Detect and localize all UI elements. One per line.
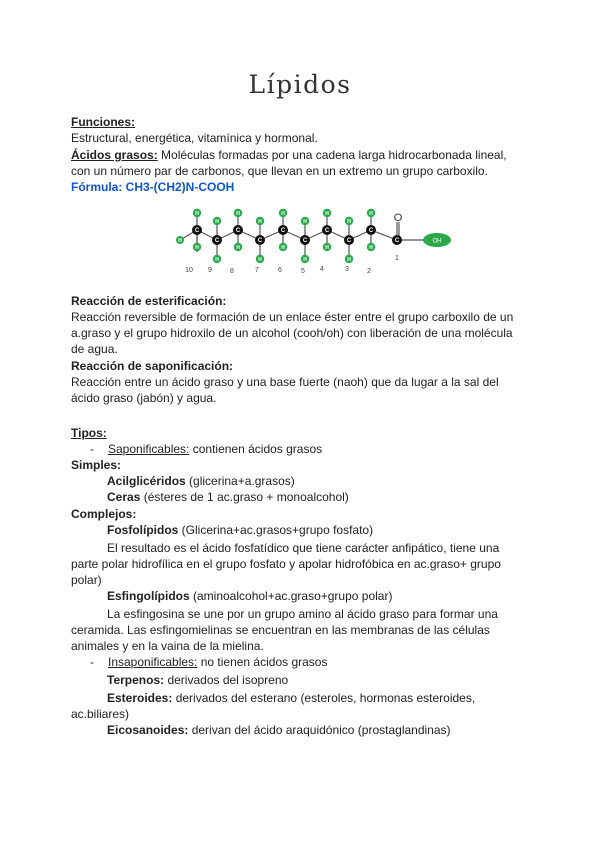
terpenos-line	[107, 672, 288, 688]
fosfolipidos-desc-2: parte polar hidrofílica en el grupo fosfato y apolar hidrofóbica en ac.graso+ grupo	[71, 557, 501, 571]
hydrogen-atom-label: H	[195, 210, 199, 217]
ceras-label: Ceras	[107, 490, 141, 504]
fosfolipidos-desc-1: El resultado es el ácido fosfatídico que tiene carácter anfipático, tiene una	[107, 541, 500, 555]
carbon-number: 2	[367, 268, 371, 275]
acidos-text1: Moléculas formadas por una cadena larga hidrocarbonada lineal,	[157, 148, 507, 162]
carbon-atom-label: C	[280, 228, 286, 235]
funciones-heading: Funciones:	[71, 115, 136, 129]
carbon-number: 4	[320, 266, 324, 273]
carbon-number: 10	[185, 267, 193, 274]
hydrogen-atom-label: H	[369, 210, 373, 217]
insaponificables-label: Insaponificables:	[108, 655, 198, 669]
hydrogen-atom-label: H	[215, 256, 219, 263]
saponificables-label: Saponificables:	[108, 442, 190, 456]
fosfolipidos-text: (Glicerina+ac.grasos+grupo fosfato)	[178, 523, 374, 537]
insaponificables-line	[90, 654, 328, 670]
esteroides-cont: ac.biliares)	[71, 707, 130, 721]
esterificacion-line-1: Reacción reversible de formación de un enlace éster entre el grupo carboxilo de un	[71, 310, 514, 324]
hydrogen-atom-label: H	[236, 210, 240, 217]
esfingolipidos-line	[107, 588, 392, 604]
esfingolipidos-text: (aminoalcohol+ac.graso+grupo polar)	[189, 589, 393, 603]
hydrogen-atom-label: H	[236, 244, 240, 251]
carbon-atom-label: C	[394, 238, 400, 245]
hydrogen-atom-label: H	[195, 244, 199, 251]
fosfolipidos-line	[107, 522, 373, 538]
hydrogen-atom-label: H	[281, 244, 285, 251]
hydrogen-atom-label: H	[215, 218, 219, 225]
hydroxyl-group-label: OH	[432, 238, 442, 245]
esteroides-text: derivados del esterano (esteroles, hormonas esteroides,	[172, 691, 476, 705]
saponificacion-heading: Reacción de saponificación:	[71, 359, 234, 373]
saponificables-line	[90, 441, 323, 457]
bullet: -	[90, 655, 94, 669]
hydrogen-atom-label: H	[303, 218, 307, 225]
hydrogen-atom-label: H	[258, 218, 262, 225]
hydrogen-atom-label: H	[347, 256, 351, 263]
saponificacion-line-2: ácido graso (jabón) y agua.	[71, 391, 217, 405]
esfingolipidos-desc-3: animales y en la vaina de la mielina.	[71, 639, 264, 653]
carbon-atom-label: C	[235, 228, 241, 235]
acilgliceridos-line	[107, 473, 295, 489]
fosfolipidos-desc-3: polar)	[71, 573, 102, 587]
hydrogen-atom-label: H	[281, 210, 285, 217]
carbon-number: 9	[208, 267, 212, 274]
saponificables-text: contienen ácidos grasos	[189, 442, 323, 456]
esterificacion-heading: Reacción de esterificación:	[71, 294, 227, 308]
carbon-atom-label: C	[214, 238, 220, 245]
terpenos-label: Terpenos:	[107, 673, 165, 687]
carbon-atom-label: C	[324, 228, 330, 235]
carbon-atom-label: C	[194, 228, 200, 235]
esteroides-line	[107, 690, 475, 706]
esterificacion-line-3: de agua.	[71, 342, 118, 356]
acilgliceridos-label: Acilglicéridos	[107, 474, 186, 488]
esfingolipidos-label: Esfingolípidos	[107, 589, 190, 603]
eicosanoides-text: derivan del ácido araquidónico (prostaglandinas)	[188, 723, 451, 737]
carbon-atom-label: C	[302, 238, 308, 245]
carbon-number: 7	[255, 267, 259, 274]
esteroides-label: Esteroides:	[107, 691, 173, 705]
ceras-line	[107, 489, 349, 505]
carbon-number: 1	[395, 255, 399, 262]
carbon-number: 5	[301, 268, 305, 275]
hydrogen-atom-label: H	[258, 256, 262, 263]
formula-text: Fórmula: CH3-(CH2)N-COOH	[71, 180, 235, 194]
hydrogen-atom-label: H	[178, 237, 182, 244]
simples-heading: Simples:	[71, 458, 122, 472]
eicosanoides-line	[107, 722, 451, 738]
carbon-number: 3	[345, 266, 349, 273]
bullet: -	[90, 442, 94, 456]
acidos-line2: con un número par de carbonos, que llevan en un extremo un grupo carboxilo.	[71, 164, 488, 178]
page-title: Lípidos	[248, 70, 352, 99]
fosfolipidos-label: Fosfolípidos	[107, 523, 179, 537]
ceras-text: (ésteres de 1 ac.graso + monoalcohol)	[140, 490, 349, 504]
acilgliceridos-text: (glicerina+a.grasos)	[185, 474, 295, 488]
acidos-heading: Ácidos grasos:	[71, 148, 158, 162]
tipos-heading: Tipos:	[71, 426, 107, 440]
esfingolipidos-desc-1: La esfingosina se une por un grupo amino al ácido graso para formar una	[107, 607, 498, 621]
esterificacion-line-2: a.graso y el grupo hidroxilo de un alcohol (cooh/oh) con liberación de una molécula	[71, 326, 513, 340]
carbon-atom-label: C	[346, 238, 352, 245]
hydrogen-atom-label: H	[347, 218, 351, 225]
fatty-acid-diagram	[165, 205, 455, 277]
eicosanoides-label: Eicosanoides:	[107, 723, 189, 737]
insaponificables-text: no tienen ácidos grasos	[197, 655, 328, 669]
hydrogen-atom-label: H	[369, 244, 373, 251]
carbon-number: 8	[230, 268, 234, 275]
hydrogen-atom-label: H	[325, 244, 329, 251]
hydrogen-atom-label: H	[325, 210, 329, 217]
terpenos-text: derivados del isopreno	[164, 673, 289, 687]
funciones-text: Estructural, energética, vitamínica y hormonal.	[71, 131, 318, 145]
carbon-number: 6	[278, 267, 282, 274]
carbon-atom-label: C	[368, 228, 374, 235]
complejos-heading: Complejos:	[71, 507, 137, 521]
carbon-atom-label: C	[257, 238, 263, 245]
saponificacion-line-1: Reacción entre un ácido graso y una base fuerte (naoh) que da lugar a la sal del	[71, 375, 499, 389]
esfingolipidos-desc-2: ceramida. Las esfingomielinas se encuentran en las membranas de las células	[71, 623, 490, 637]
oxygen-atom: O	[393, 212, 403, 224]
acidos-line1	[71, 147, 507, 163]
hydrogen-atom-label: H	[303, 256, 307, 263]
